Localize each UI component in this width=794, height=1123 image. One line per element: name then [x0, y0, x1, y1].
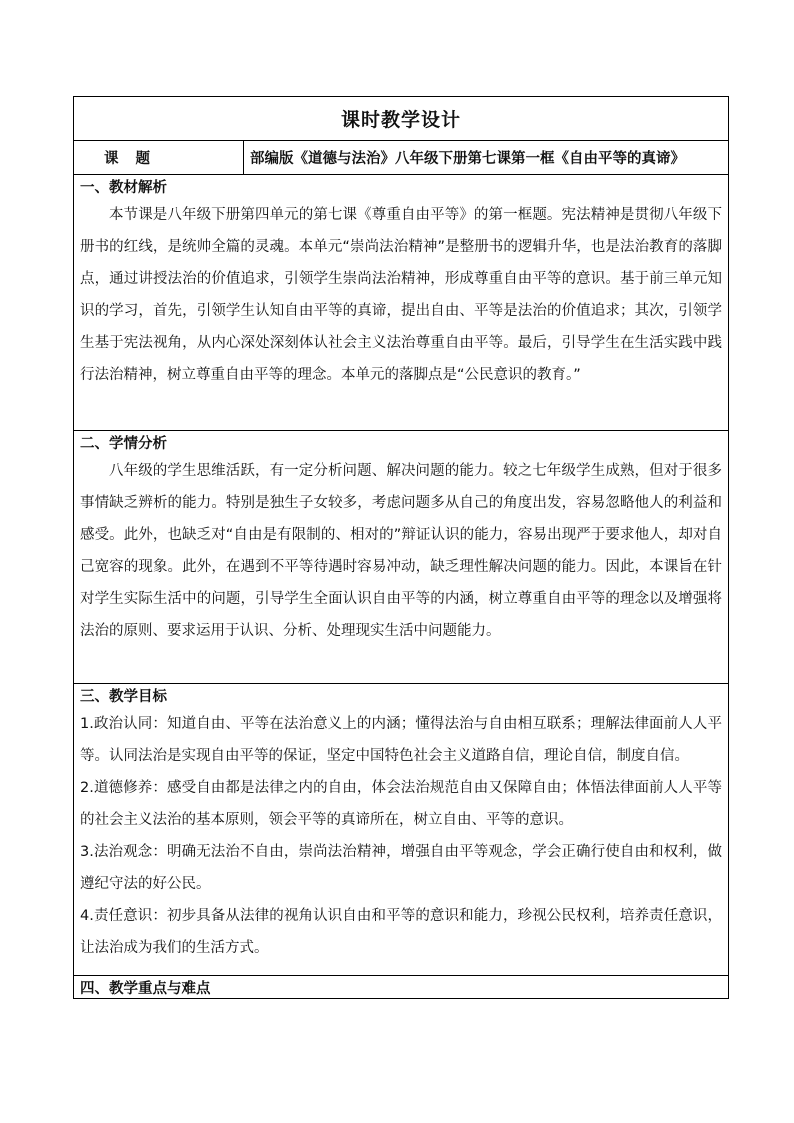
section-heading: 三、教学目标 [80, 689, 167, 705]
section-paragraph: 本节课是八年级下册第四单元的第七课《尊重自由平等》的第一框题。宪法精神是贯彻八年级下册书的红线，是统帅全篇的灵魂。本单元“崇尚法治精神”是整册书的逻辑升华，也是法治教育的落脚点，通过讲授法治的价值追求，引领学生崇尚法治精神，形成尊重自由平等的意识。基于前三单元知识的学习，首先，引领学生认知自由平等的真谛，提出自由、平等是法治的价值追求；其次，引领学生基于宪法视角，从内心深处深刻体认社会主义法治尊重自由平等。最后，引导学生在生活实践中践行法治精神，树立尊重自由平等的理念。本单元的落脚点是“公民意识的教育。” [80, 207, 722, 383]
section-key-points [74, 975, 728, 998]
section-heading: 四、教学重点与难点 [80, 981, 211, 997]
goal-item: 2.道德修养：感受自由都是法律之内的自由，体会法治规范自由又保障自由；体悟法律面前人人平等的社会主义法治的基本原则，领会平等的真谛所在，树立自由、平等的意识。 [80, 780, 722, 828]
lesson-design-table [73, 96, 729, 999]
section-textbook-analysis [74, 174, 728, 430]
topic-value: 部编版《道德与法治》八年级下册第七课第一框《自由平等的真谛》 [250, 151, 685, 167]
section-heading: 一、教材解析 [80, 180, 167, 196]
document-title: 课时教学设计 [340, 109, 461, 131]
section-paragraph: 八年级的学生思维活跃，有一定分析问题、解决问题的能力。较之七年级学生成熟，但对于很多事情缺乏辨析的能力。特别是独生子女较多，考虑问题多从自己的角度出发，容易忽略他人的利益和感受。此外，也缺乏对“自由是有限制的、相对的”辩证认识的能力，容易出现严于要求他人，却对自己宽容的现象。此外，在遇到不平等待遇时容易冲动，缺乏理性解决问题的能力。因此，本课旨在针对学生实际生活中的问题，引导学生全面认识自由平等的内涵，树立尊重自由平等的理念以及增强将法治的原则、要求运用于认识、分析、处理现实生活中问题能力。 [80, 463, 722, 639]
section-student-analysis [74, 430, 728, 683]
goal-item: 4.责任意识：初步具备从法律的视角认识自由和平等的意识和能力，珍视公民权利，培养责任意识， 让法治成为我们的生活方式。 [80, 908, 722, 956]
goal-item: 3.法治观念：明确无法治不自由，崇尚法治精神，增强自由平等观念，学会正确行使自由和权利，做遵纪守法的好公民。 [80, 844, 722, 892]
topic-label: 课 题 [74, 141, 244, 174]
goal-item: 1.政治认同：知道自由、平等在法治意义上的内涵；懂得法治与自由相互联系；理解法律面前人人平等。认同法治是实现自由平等的保证，坚定中国特色社会主义道路自信，理论自信，制度自信。 [80, 716, 722, 764]
section-heading: 二、学情分析 [80, 436, 167, 452]
section-teaching-goals [74, 683, 728, 975]
topic-row [74, 140, 728, 174]
